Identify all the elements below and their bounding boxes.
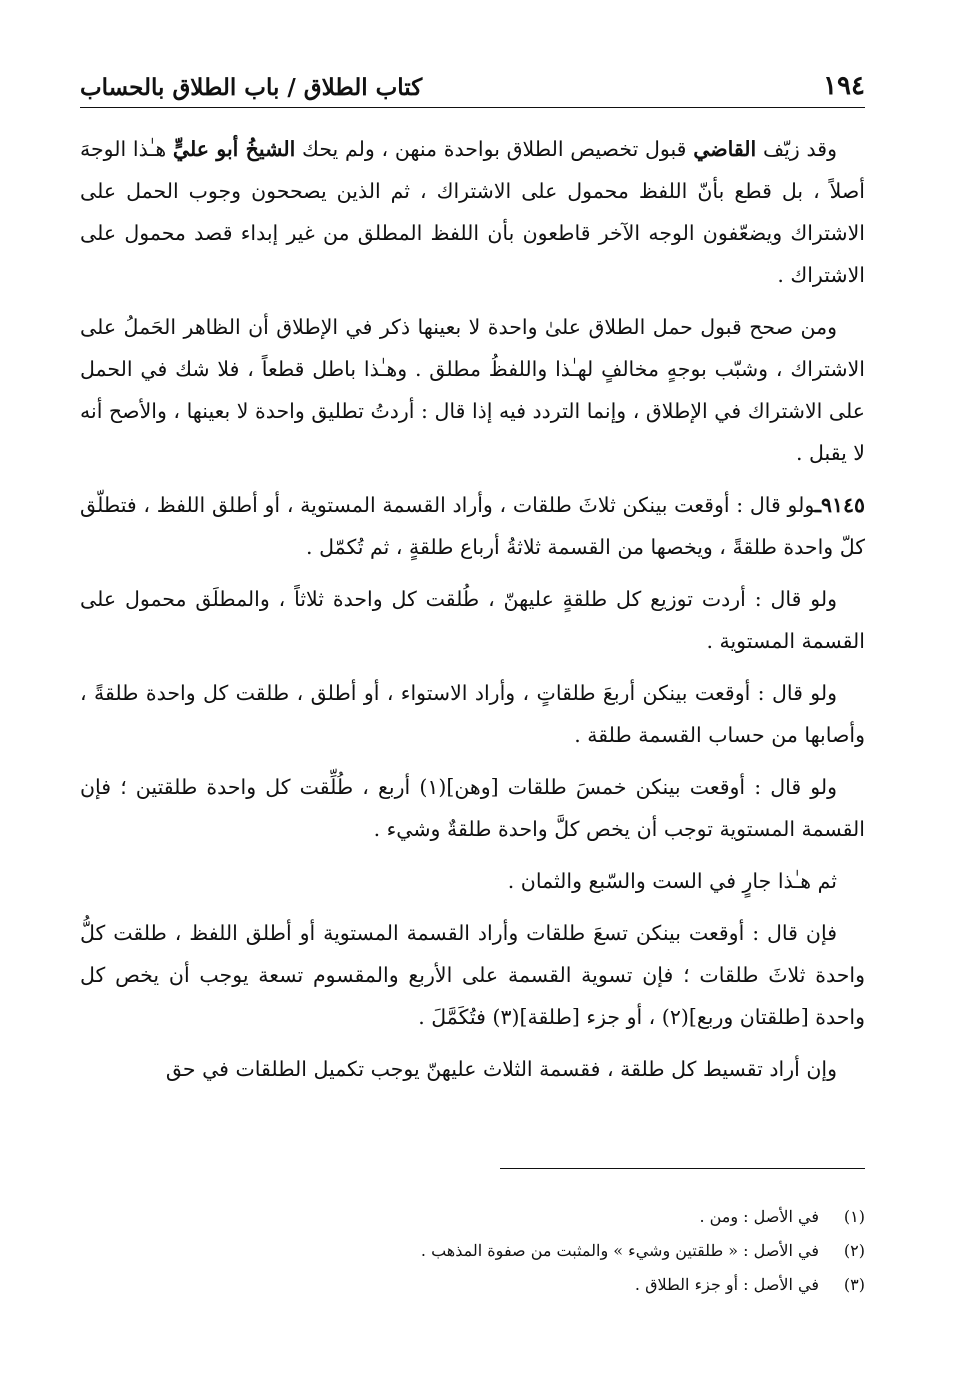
footnotes (80, 1200, 865, 1302)
paragraph-9: وإن أراد تقسيط كل طلقة ، فقسمة الثلاث عليهنّ يوجب تكميل الطلقات في حق (165, 1057, 837, 1081)
paragraph-2: ومن صحح قبول حمل الطلاق علىٰ واحدة لا بعينها ذكر في الإطلاق أن الظاهر الحَملُ على الاشتراك ، وشبّب بوجهٍ مخالفٍ لهـٰذا واللفظُ مطلق . وهـٰذا باطل قطعاً ، فلا شك في الحمل على الاشتراك في الإطلاق ، وإنما التردد فيه إذا قال : أردتُ تطليق واحدة لا بعينها ، والأصح أنه لا يقبل . (80, 315, 865, 465)
footnote-text: في الأصل : ومن . (699, 1207, 819, 1226)
footnote-1 (80, 1200, 865, 1234)
paragraph-4: ولو قال : أردت توزيع كل طلقةٍ عليهنّ ، طُلقت كل واحدة ثلاثاً ، والمطلَق محمول على القسمة المستوية . (80, 587, 865, 653)
paragraph-8: فإن قال : أوقعت بينكن تسعَ طلقات وأراد القسمة المستوية أو أطلق اللفظ ، طلقت كلُّ واحدة ثلاثَ طلقات ؛ فإن تسوية القسمة على الأربع والمقسوم تسعة يوجب أن يخص كل واحدة [طلقتان وربع](٢) ، أو جزء [طلقة](٣) فتُكَمَّلَ . (80, 921, 865, 1029)
footnote-number: (٢) (843, 1241, 865, 1260)
footnote-number: (٣) (843, 1275, 865, 1294)
body-text (80, 128, 865, 1100)
footnote-text: في الأصل : أو جزء الطلاق . (634, 1275, 819, 1294)
page-header (80, 60, 865, 108)
paragraph-1 (80, 128, 865, 296)
highlight-name-abu-ali: الشيخُ أبو عليٍّ (172, 137, 296, 161)
footnote-rule (500, 1168, 865, 1169)
paragraph-1-post: هـٰذا الوجهَ أصلاً ، بل قطع بأنّ اللفظ محمول على الاشتراك ، ثم الذين يصححون وجوب الحمل على الاشتراك ويضعّفون الوجه الآخر قاطعون بأن اللفظ المطلق من غير إبداء قصد محمول على الاشتراك . (80, 137, 865, 287)
paragraph-5: ولو قال : أوقعت بينكن أربعَ طلقاتٍ ، وأراد الاستواء ، أو أطلق ، طلقت كل واحدة طلقةً ، وأصابها من حساب القسمة طلقة . (80, 681, 865, 747)
footnote-text: في الأصل : « طلقتين وشيء » والمثبت من صفوة المذهب . (420, 1241, 819, 1260)
paragraph-3 (80, 484, 865, 568)
page-number: ١٩٤ (823, 71, 865, 101)
highlight-name-qadi: القاضي (693, 137, 757, 161)
issue-number: ٩١٤٥ـ (814, 493, 865, 517)
paragraph-1-pre: وقد زيّف (756, 137, 837, 161)
paragraph-7: ثم هـٰذا جارٍ في الست والسّبع والثمان . (507, 869, 837, 893)
running-title: كتاب الطلاق / باب الطلاق بالحساب (80, 74, 423, 101)
paragraph-6: ولو قال : أوقعت بينكن خمسَ طلقات [وهن](١) أربع ، طُلِّقت كل واحدة طلقتين ؛ فإن القسمة المستوية توجب أن يخص كلَّ واحدة طلقةٌ وشيء . (80, 775, 865, 841)
paragraph-1-mid: قبول تخصيص الطلاق بواحدة منهن ، ولم يحك (295, 137, 694, 161)
footnote-3 (80, 1268, 865, 1302)
footnote-number: (١) (843, 1207, 865, 1226)
paragraph-3-text: ولو قال : أوقعت بينكن ثلاثَ طلقات ، وأراد القسمة المستوية ، أو أطلق اللفظ ، فتطلّق كلّ واحدة طلقةً ، ويخصها من القسمة ثلاثةُ أرباع طلقةٍ ، ثم تُكمّل . (80, 493, 865, 559)
footnote-2 (80, 1234, 865, 1268)
